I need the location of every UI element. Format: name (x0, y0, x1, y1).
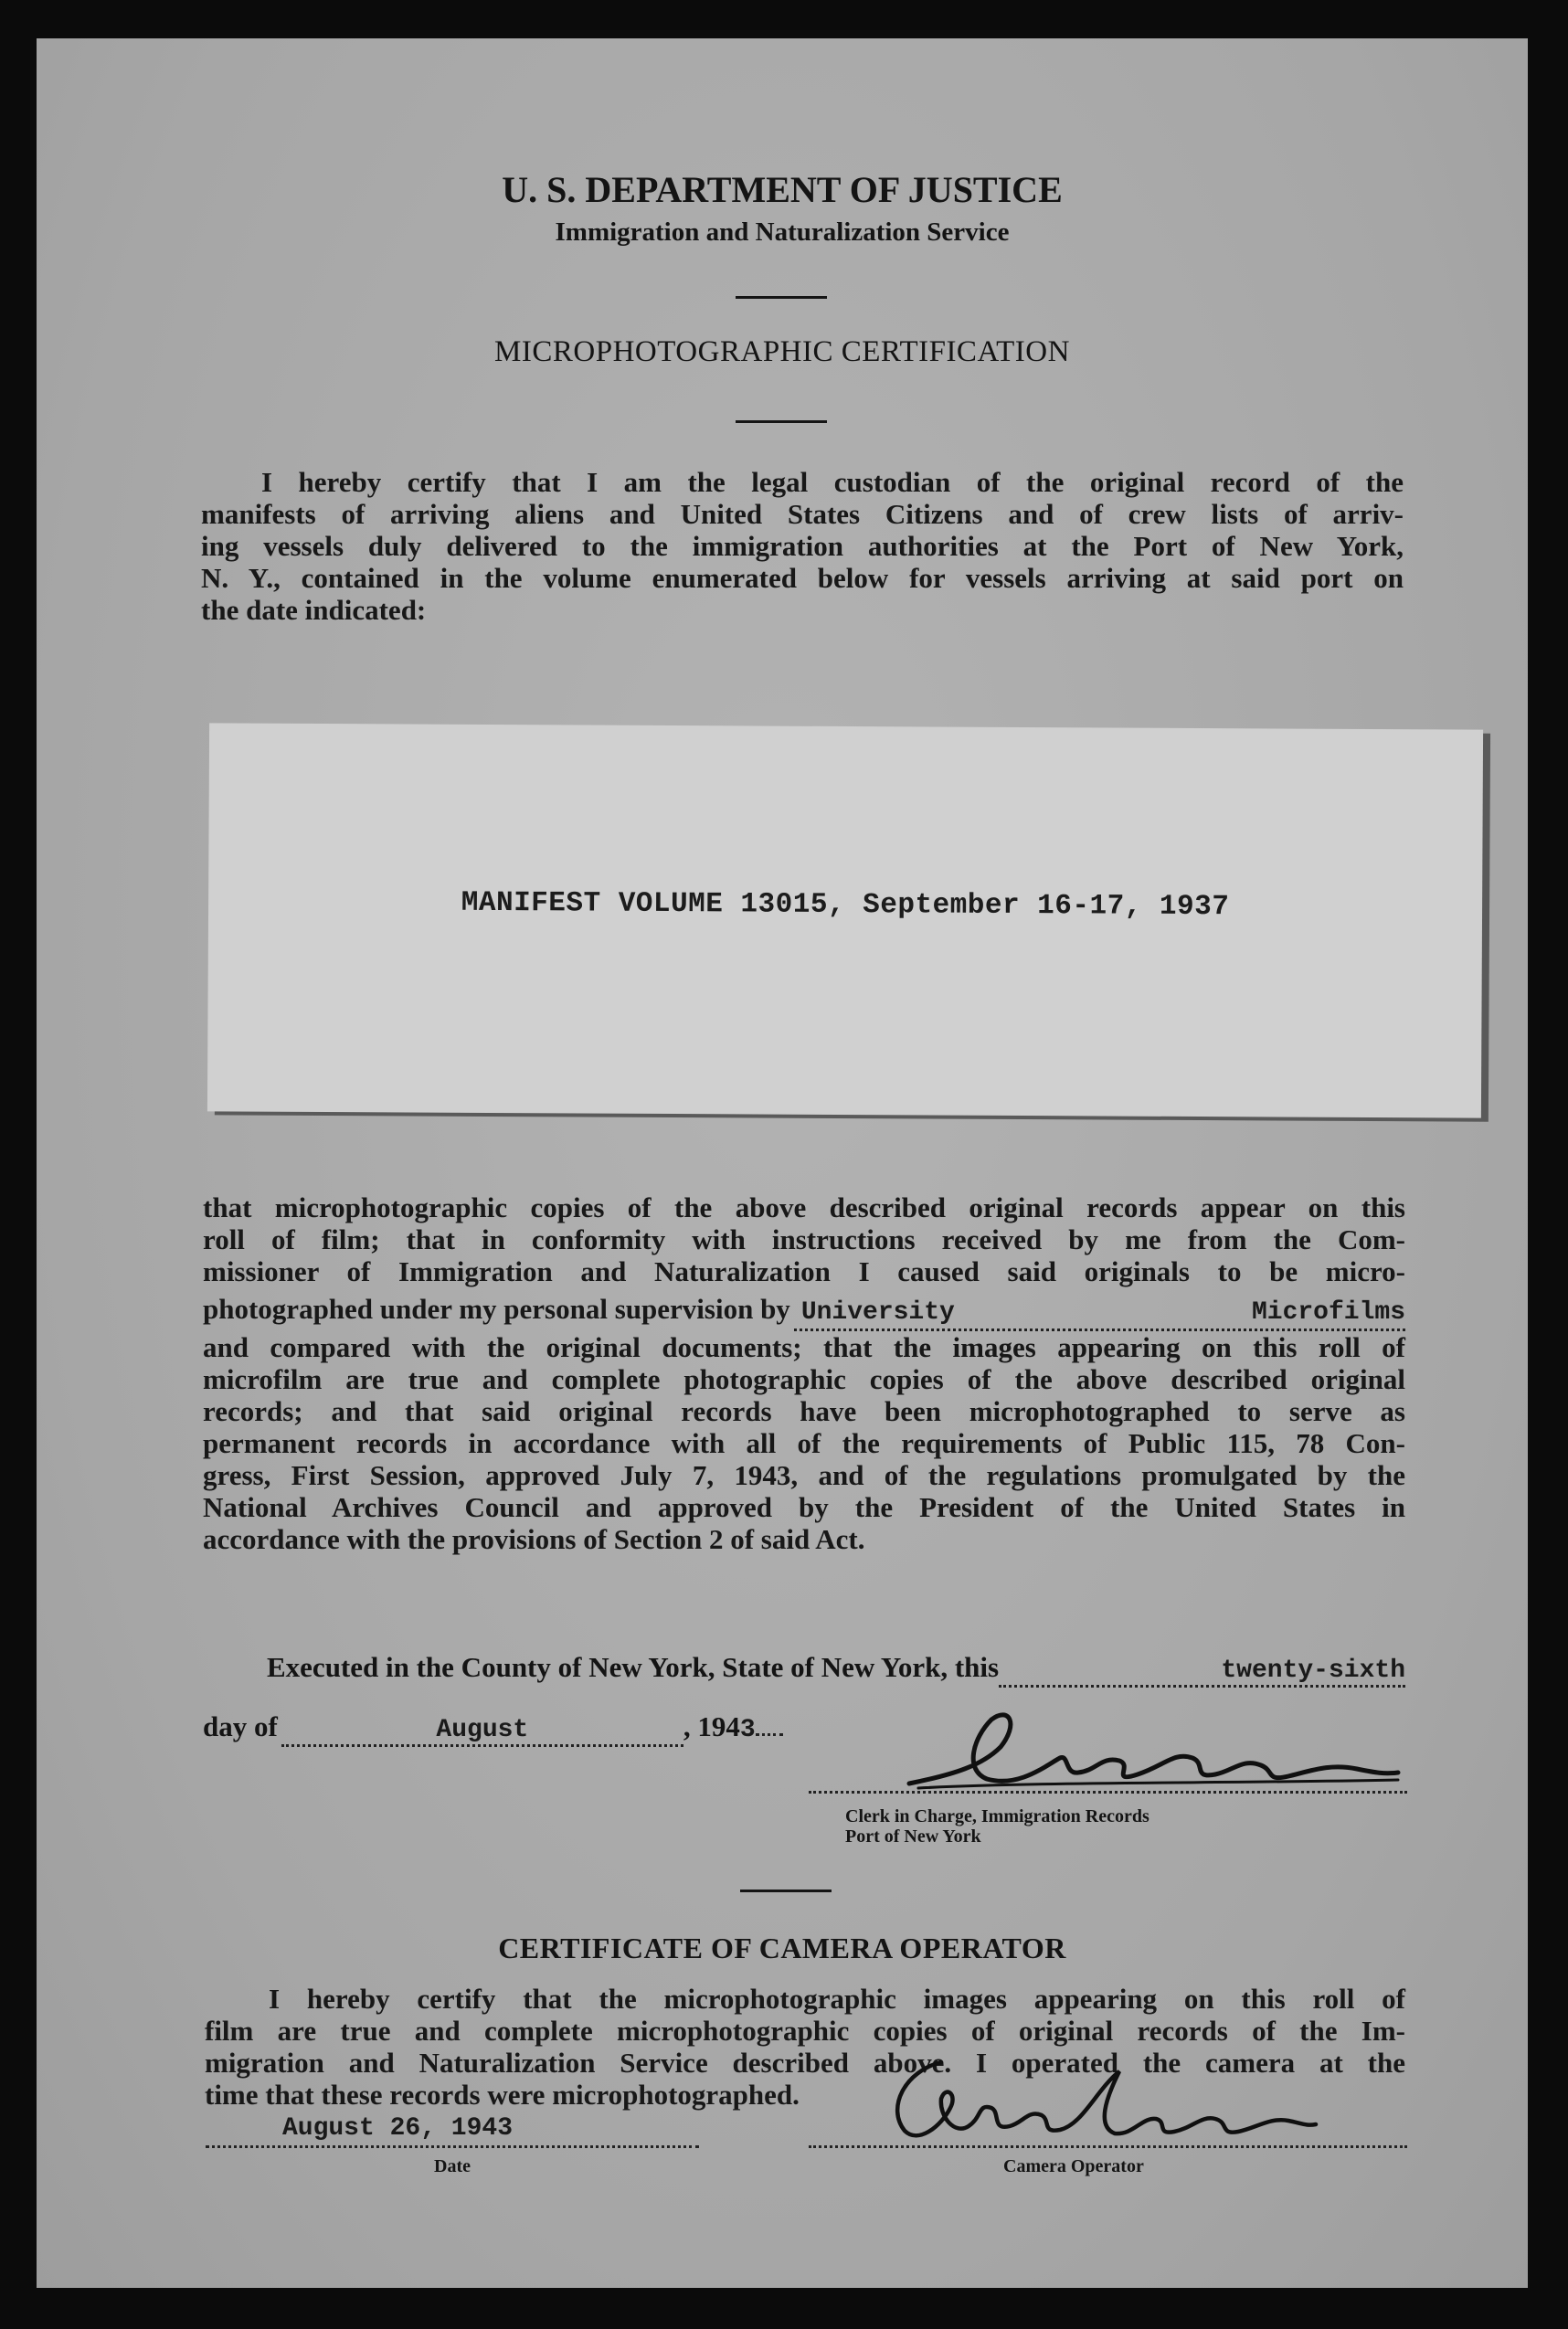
year-suffix: 3 (739, 1716, 756, 1744)
body-line: National Archives Council and approved by the President of the United States in (203, 1491, 1405, 1523)
camera-line: film are true and complete microphotographic copies of original records of the Im- (205, 2015, 1405, 2047)
year-trailing-dots (756, 1733, 783, 1736)
camera-certificate-title: CERTIFICATE OF CAMERA OPERATOR (498, 1932, 1066, 1964)
department-heading: U. S. DEPARTMENT OF JUSTICE (502, 169, 1063, 210)
service-subheading: Immigration and Naturalization Service (555, 217, 1010, 247)
camera-date-label: Date (434, 2156, 471, 2176)
body-line: permanent records in accordance with all of the requirements of Public 115, 78 Con- (203, 1427, 1405, 1459)
body-line: roll of film; that in conformity with instructions received by me from the Com- (203, 1223, 1405, 1255)
execution-line (267, 1651, 1405, 1688)
supervision-company: University Microfilms (800, 1298, 1405, 1327)
camera-line: time that these records were microphotographed. (205, 2079, 800, 2111)
intro-line: manifests of arriving aliens and United States Citizens and of crew lists of arriv- (201, 498, 1404, 530)
camera-divider (740, 1890, 832, 1892)
execution-prefix: Executed in the County of New York, State of New York, this (267, 1651, 1000, 1683)
intro-paragraph (201, 466, 1404, 626)
year-prefix: , 194 (683, 1710, 740, 1742)
camera-date-value: August 26, 1943 (281, 2114, 514, 2143)
execution-month-line (203, 1710, 861, 1747)
supervision-line (203, 1293, 1405, 1331)
certificate-page (37, 38, 1528, 2288)
camera-date-field (206, 2112, 699, 2148)
intro-line: ing vessels duly delivered to the immigration authorities at the Port of New York, (201, 530, 1404, 562)
camera-line: I hereby certify that the microphotographic images appearing on this roll of (269, 1983, 1405, 2015)
manifest-volume-text: MANIFEST VOLUME 13015, September 16-17, 1937 (461, 886, 1230, 924)
body-line: records; and that said original records have been microphotographed to serve as (203, 1395, 1405, 1427)
supervision-prefix: photographed under my personal supervision by (203, 1293, 790, 1325)
day-of-label: day of (203, 1710, 278, 1742)
execution-day-value: twenty-sixth (1221, 1657, 1405, 1685)
header-divider (736, 296, 827, 299)
execution-month-field (281, 1714, 683, 1747)
supervision-company-field (794, 1295, 1405, 1331)
clerk-title (845, 1806, 1150, 1847)
intro-line: the date indicated: (201, 594, 427, 626)
body-line: and compared with the original documents; that the images appearing on this roll of (203, 1331, 1405, 1363)
clerk-signature (900, 1701, 1412, 1802)
clerk-title-line: Clerk in Charge, Immigration Records (845, 1806, 1150, 1826)
body-line: that microphotographic copies of the above described original records appear on this (203, 1191, 1405, 1223)
body-line: accordance with the provisions of Section 2 of said Act. (203, 1523, 865, 1555)
clerk-title-line: Port of New York (845, 1826, 981, 1847)
execution-month-value: August (436, 1716, 529, 1744)
title-divider (736, 420, 827, 423)
body-line: missioner of Immigration and Naturalization I caused said originals to be micro- (203, 1255, 1405, 1287)
execution-day-field (999, 1655, 1405, 1688)
body-line: gress, First Session, approved July 7, 1943, and of the regulations promulgated by the (203, 1459, 1405, 1491)
body-paragraph (203, 1191, 1405, 1555)
operator-signature (877, 2053, 1334, 2154)
intro-line: I hereby certify that I am the legal custodian of the original record of the (261, 466, 1404, 498)
body-line: microfilm are true and complete photographic copies of the above described original (203, 1363, 1405, 1395)
intro-line: N. Y., contained in the volume enumerated below for vessels arriving at said port on (201, 562, 1404, 594)
camera-line: migration and Naturalization Service described above. I operated the camera at the (205, 2047, 1405, 2079)
certification-title: MICROPHOTOGRAPHIC CERTIFICATION (494, 335, 1070, 368)
camera-operator-label: Camera Operator (1003, 2156, 1144, 2176)
manifest-insert (207, 723, 1483, 1117)
